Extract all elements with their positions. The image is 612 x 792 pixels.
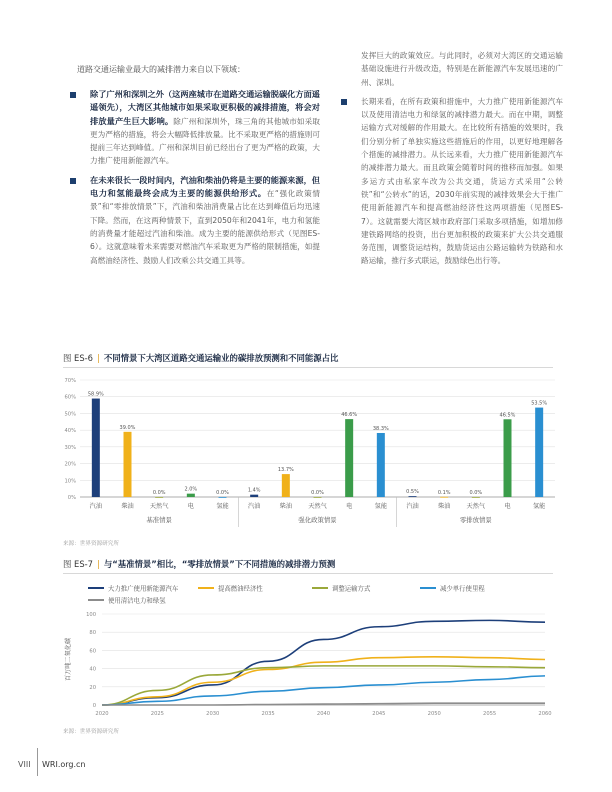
fig6-title — [63, 352, 338, 364]
legend-label: 减少单行使里程 — [440, 584, 485, 593]
bullet-body: 长期来看，在所有政策和措施中，大力推广使用新能源汽车以及使用清洁电力和绿氢的减排潜力最大。而在中期，调整运输方式对缓解的作用最大。在比较所有措施的效果时，我们分别分析了单独实施这些措施后的作用，以更好地理解各个措施的减排潜力。从长远来看，大力推广使用新能源汽车的减排潜力最大。而且政策会随着时间的推移而加强。如果多运方式由私家车改为公共交通，货运方式采用“公转铁”和“公转水”的话，2030年前实现的减排效果会大于推广使用新能源汽车和提高燃油经济性这两项措施（见图ES-7）。这就需要大湾区城市政府部门采取多项措施，如增加修建铁路网络的投资，出台更加积极的政策来扩大公共交通服务范围，调整货运结构，鼓励货运由公路运输转为铁路和水路运输，推行多式联运，鼓励绿色出行等。 — [361, 96, 563, 266]
x-tick-label: 汽油 — [89, 503, 103, 510]
fig6-rule — [63, 367, 553, 368]
bar-value-label: 0.0% — [469, 490, 483, 496]
bar-value-label: 1.4% — [247, 487, 261, 494]
series-line — [102, 676, 545, 705]
y-tick-label: 0% — [67, 495, 76, 501]
bar-value-label: 46.6% — [341, 412, 358, 419]
bar — [472, 497, 480, 498]
bar — [377, 433, 385, 497]
intro-text: 道路交通运输业最大的减排潜力来自以下领域： — [77, 65, 245, 74]
x-tick-label: 电 — [504, 503, 511, 510]
y-tick-label: 80 — [89, 630, 96, 637]
y-tick-label: 60% — [64, 394, 76, 401]
fig6-title-text: 不同情景下大湾区道路交通运输业的碳排放预测和不同能源占比 — [103, 353, 339, 363]
series-line — [102, 657, 545, 705]
bar — [314, 497, 322, 498]
x-tick-label: 2055 — [483, 711, 497, 717]
bar — [92, 399, 100, 497]
fig6-bar-chart — [50, 372, 610, 537]
bar — [250, 495, 258, 497]
x-tick-label: 汽油 — [247, 503, 261, 510]
x-tick-label: 柴油 — [279, 503, 293, 510]
bar — [409, 496, 417, 497]
square-bullet-icon — [70, 178, 76, 184]
y-tick-label: 10% — [64, 478, 76, 485]
fig6-number: 图 ES-6 — [63, 353, 93, 363]
x-tick-label: 天然气 — [308, 503, 327, 510]
x-tick-label: 2020 — [95, 711, 109, 717]
bullet-bold: 在未来很长一段时间内，汽油和柴油仍将是主要的能源来源，但电力和氢能最终会成为主要的能源供给形式。 — [90, 174, 320, 199]
fig7-source: 来源：世界资源研究所 — [63, 729, 119, 735]
x-tick-label: 柴油 — [121, 503, 134, 510]
legend-label: 使用清洁电力和绿氢 — [108, 596, 166, 605]
fig6-source: 来源：世界资源研究所 — [63, 541, 119, 547]
bar-value-label: 0.5% — [406, 489, 419, 496]
legend-label: 提高燃油经济性 — [218, 584, 263, 593]
x-tick-label: 2035 — [261, 711, 275, 717]
group-label: 零排放情景 — [459, 516, 492, 524]
x-tick-label: 电 — [346, 503, 353, 510]
y-tick-label: 0 — [92, 703, 96, 709]
footer-url[interactable]: WRI.org.cn — [42, 760, 86, 769]
fig7-number: 图 ES-7 — [63, 559, 93, 569]
x-tick-label: 2045 — [372, 711, 386, 717]
x-tick-label: 汽油 — [406, 503, 419, 510]
y-axis-label: 百万吨二氧化碳 — [65, 637, 72, 682]
y-tick-label: 40% — [64, 428, 76, 435]
y-tick-label: 20 — [89, 684, 96, 691]
x-tick-label: 氢能 — [532, 503, 546, 510]
y-tick-label: 30% — [64, 444, 76, 451]
fig7-line-chart — [50, 578, 610, 726]
bar-value-label: 46.5% — [499, 412, 516, 419]
bar — [504, 419, 512, 497]
legend-label: 大力推广使用新能源汽车 — [108, 584, 179, 593]
group-label: 强化政策情景 — [298, 516, 337, 524]
bullet-bold: 除了广州和深圳之外（这两座城市在道路交通运输脱碳化方面遥遥领先），大湾区其他城市如果采取更积极的减排措施，将会对排放量产生巨大影响。 — [90, 89, 320, 126]
y-tick-label: 20% — [64, 461, 76, 468]
bullet-text — [90, 88, 320, 168]
square-bullet-icon — [70, 92, 76, 98]
bullet-body: 除广州和深圳外，珠三角的其他城市如采取更为严格的措施，将会大幅降低排放量。比不采取更严格的措施则可提前三年达到峰值。广州和深圳目前已经出台了更为严格的政策，大力推广使用新能源汽车。 — [90, 116, 320, 166]
square-bullet-icon — [341, 99, 347, 105]
y-tick-label: 40 — [89, 666, 96, 673]
x-tick-label: 氢能 — [216, 503, 229, 510]
bar — [155, 497, 163, 498]
fig7-title — [63, 558, 335, 570]
x-tick-label: 2040 — [316, 711, 331, 717]
bar — [345, 419, 353, 497]
x-tick-label: 天然气 — [466, 503, 486, 510]
x-tick-label: 电 — [187, 503, 194, 510]
bar-value-label: 0.1% — [437, 489, 451, 496]
y-tick-label: 60 — [89, 648, 96, 655]
bullet-item — [341, 95, 563, 268]
bullet-item — [70, 88, 320, 168]
group-label: 基准情景 — [146, 516, 172, 524]
fig7-separator: | — [97, 559, 100, 569]
bar — [282, 474, 290, 497]
bar — [219, 497, 227, 498]
bar-value-label: 58.9% — [87, 391, 104, 398]
footer-divider — [37, 748, 38, 776]
continued-paragraph: 发挥巨大的政策效应。与此同时，必须对大湾区的交通运输基础设施进行升级改造，特别是在新能源汽车发展迅速的广州、深圳。 — [361, 51, 563, 87]
bar-value-label: 0.0% — [216, 490, 229, 496]
x-tick-label: 2050 — [427, 711, 441, 717]
x-tick-label: 柴油 — [437, 503, 451, 510]
bar-value-label: 13.7% — [277, 467, 294, 474]
left-column — [70, 88, 320, 273]
series-line — [102, 666, 545, 705]
bar — [124, 432, 132, 497]
x-tick-label: 天然气 — [149, 503, 169, 510]
bar — [187, 494, 195, 497]
y-tick-label: 100 — [86, 612, 96, 618]
bar-value-label: 53.5% — [531, 400, 548, 407]
fig6-separator: | — [97, 353, 100, 363]
fig7-title-text: 与“基准情景”相比，“零排放情景”下不同措施的减排潜力预测 — [103, 559, 336, 569]
fig7-rule — [63, 573, 553, 574]
right-column — [341, 49, 563, 274]
x-tick-label: 2025 — [150, 711, 164, 717]
bar-value-label: 0.0% — [311, 490, 324, 496]
bar-value-label: 2.0% — [184, 486, 198, 493]
bar-value-label: 39.0% — [119, 424, 136, 431]
bar-value-label: 38.3% — [372, 425, 389, 432]
bar-value-label: 0.0% — [152, 490, 166, 496]
bullet-item — [70, 174, 320, 267]
x-tick-label: 氢能 — [374, 503, 388, 510]
bullet-body: 在“强化政策情景”和“零排放情景”下，汽油和柴油消费量占比在达到峰值后均迅速下降。然而，在这两种情景下，直到2050年和2041年，电力和氢能的消费量才能超过汽油和柴油。成为主要的能源供给形式（见图ES-6）。这就意味着未来需要对燃油汽车采取更为严格的限制措施，如提高燃油经济性、鼓励人们改乘公共交通工具等。 — [90, 189, 320, 265]
x-tick-label: 2030 — [206, 711, 220, 717]
y-tick-label: 70% — [64, 378, 76, 384]
bar — [440, 497, 448, 498]
legend-label: 调整运输方式 — [332, 584, 371, 593]
x-tick-label: 2060 — [538, 711, 552, 717]
bullet-text — [90, 174, 320, 267]
y-tick-label: 50% — [64, 411, 76, 418]
bar — [535, 408, 543, 497]
page-number: VIII — [18, 760, 31, 769]
